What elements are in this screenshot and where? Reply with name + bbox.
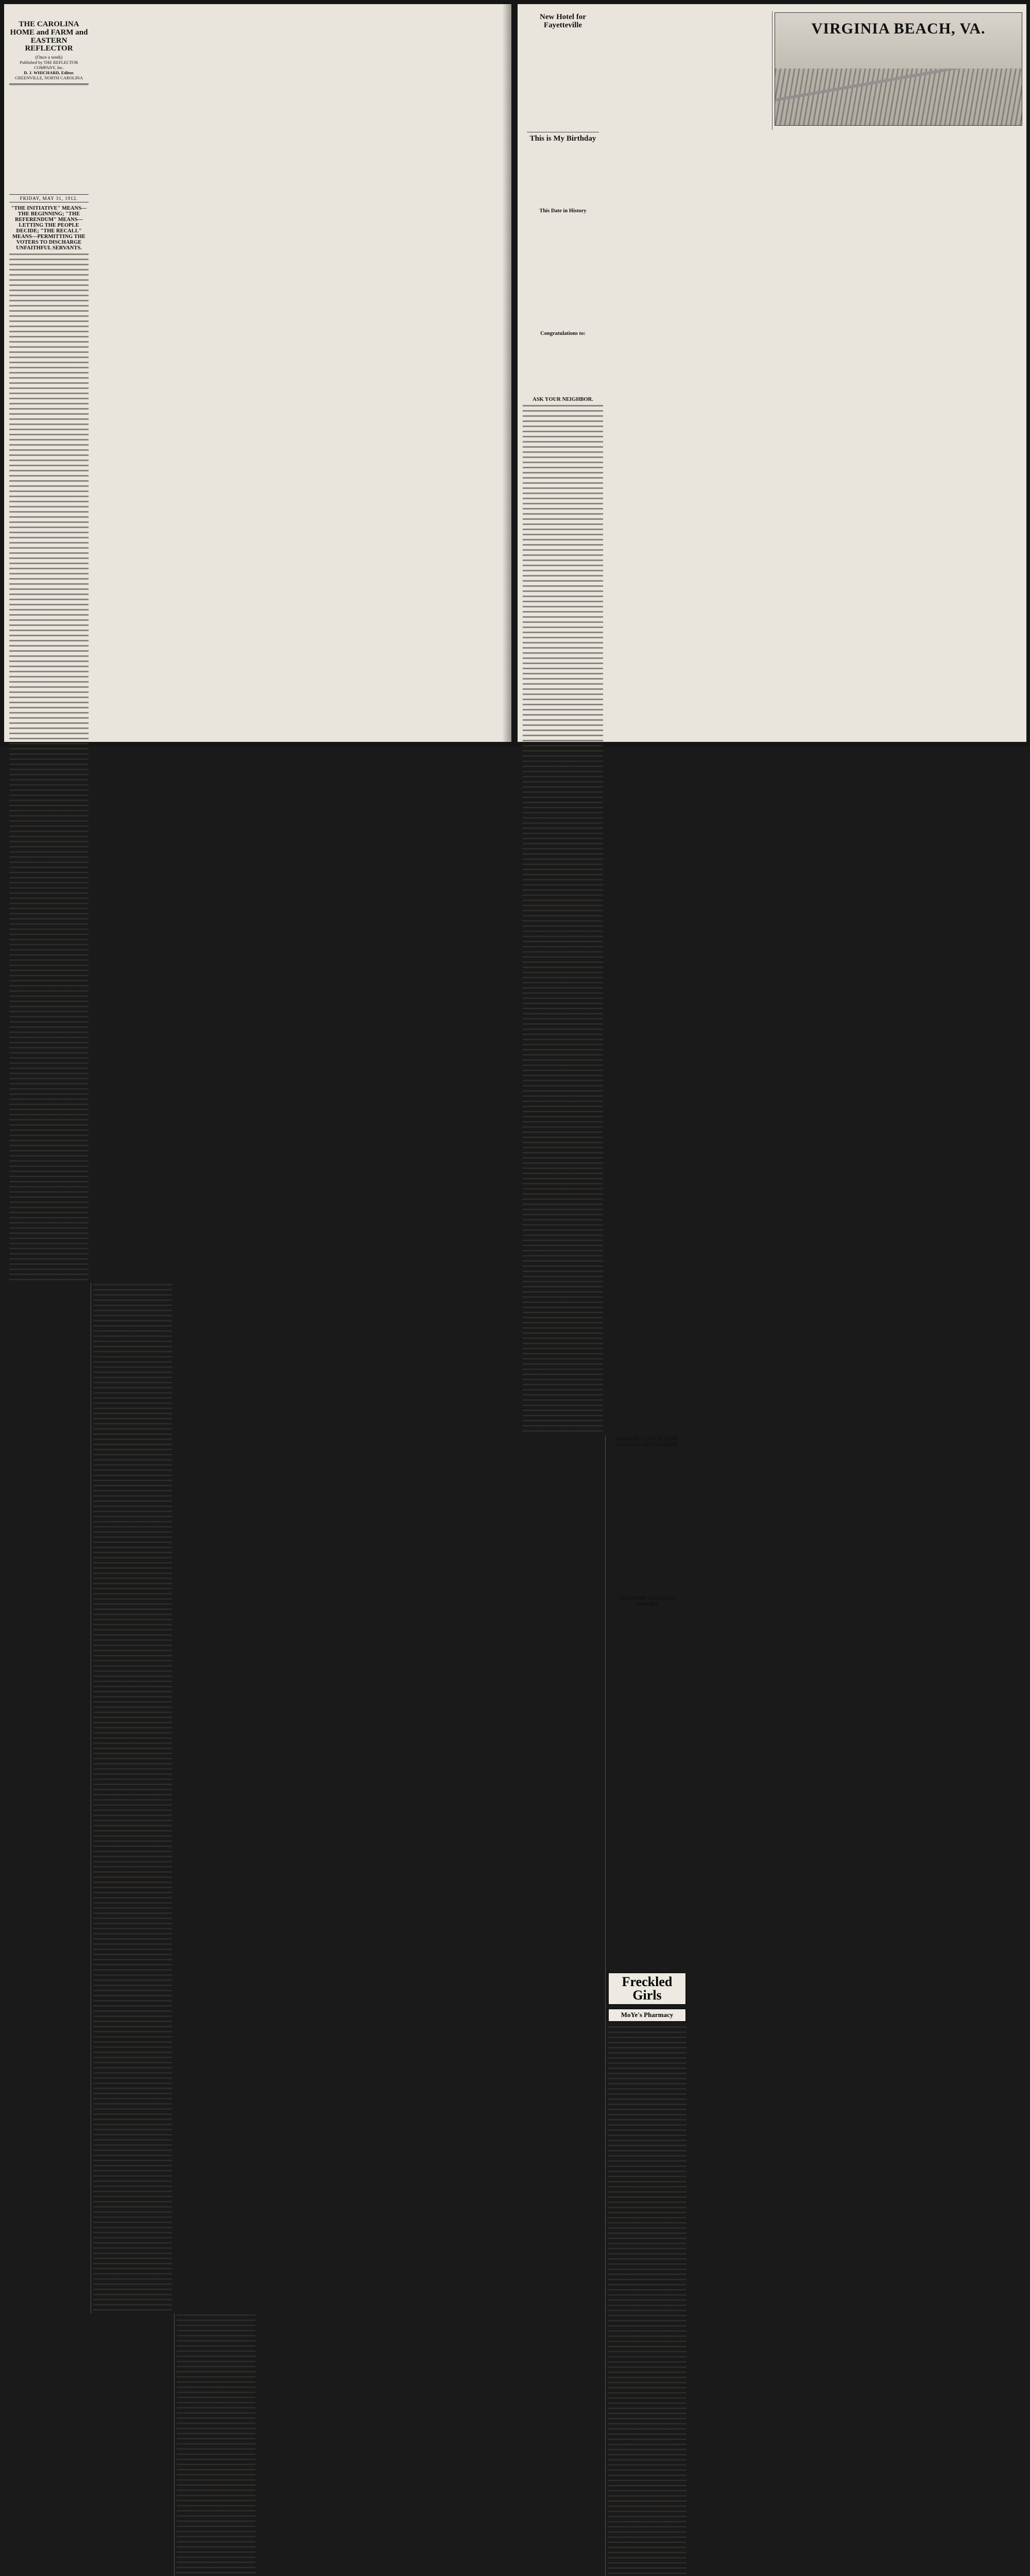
column-r1 (521, 13, 605, 1434)
right-page (518, 4, 1026, 2019)
column-3 (174, 2313, 258, 2576)
headline-initiative: "THE INITIATIVE" MEANS—THE BEGINNING; "THE REFERENDUM" MEANS—LETTING THE PEOPLE DECIDE; "THE RECALL" MEANS—PERMITTING THE VOTERS TO DISCHARGE UNFAITHFUL SERVANTS. (11, 206, 87, 251)
headline-congratulations: Congratulations to: (540, 331, 586, 337)
virginia-beach-banner (772, 11, 1024, 130)
headline-this-date: This Date in History (539, 208, 587, 214)
freckled-girls-ad (608, 1972, 686, 2005)
left-page (4, 4, 511, 742)
editor-line: D. J. WHICHARD, Editor. (24, 70, 74, 75)
masthead-title: THE CAROLINA HOME and FARM and EASTERN REFLECTOR (10, 20, 88, 53)
moyes-pharmacy-name: MoYe's Pharmacy (621, 2011, 674, 2019)
place-line: GREENVILLE, NORTH CAROLINA (15, 75, 83, 80)
publisher-line: Published by THE REFLECTOR COMPANY, Inc. (20, 60, 78, 70)
freckled-girls-title: Freckled Girls (622, 1974, 673, 2003)
masthead-issue: (Once a week) (35, 55, 63, 60)
dateline: FRIDAY, MAY 31, 1912. (9, 194, 89, 202)
headline-birthday: This is My Birthday (529, 134, 596, 143)
moyes-pharmacy-ad (608, 2008, 686, 2022)
headline-railway: $25,000,000 Railway for Australia. (619, 1596, 675, 1607)
headline-dodsons: DODSON'S LIVER-TONE INSTEAD OF CALOMEL (615, 1436, 679, 1448)
column-masthead (7, 21, 91, 1283)
virginia-beach-title: VIRGINIA BEACH, VA. (811, 20, 986, 37)
headline-new-hotel: New Hotel for Fayetteville (540, 13, 586, 29)
column-2 (91, 1283, 174, 2313)
headline-ask-neighbor: ASK YOUR NEIGHBOR. (533, 397, 593, 403)
column-r2 (605, 1436, 689, 2576)
